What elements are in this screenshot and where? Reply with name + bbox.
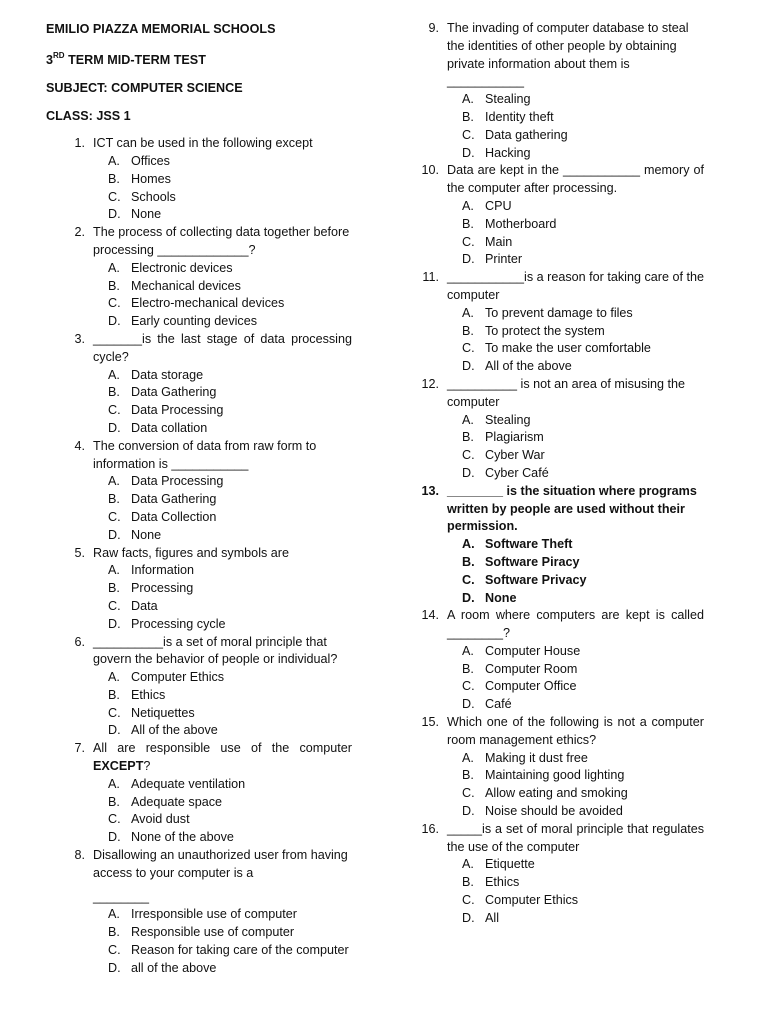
- option-letter: C.: [462, 679, 475, 694]
- option-text: Responsible use of computer: [131, 925, 295, 940]
- option-text: All: [485, 910, 499, 925]
- option-letter: C.: [108, 509, 121, 524]
- answer-option: [46, 189, 352, 207]
- question-text: _____is a set of moral principle that regulates the use of the computer: [447, 821, 704, 854]
- option-text: Making it dust free: [485, 750, 588, 765]
- option-letter: A.: [108, 153, 120, 168]
- question-text: Disallowing an unauthorized user from having access to your computer is a: [93, 848, 348, 880]
- answer-option: [400, 643, 704, 661]
- option-text: Processing: [131, 581, 194, 596]
- answer-option: [46, 598, 352, 616]
- answer-option: [46, 669, 352, 687]
- option-text: Maintaining good lighting: [485, 768, 625, 783]
- question-text: A room where computers are kept is called ________?: [447, 608, 704, 641]
- option-letter: D.: [108, 420, 121, 435]
- option-letter: B.: [108, 171, 120, 186]
- option-text: Software Privacy: [485, 572, 587, 587]
- question-text: ___________is a reason for taking care of the computer: [447, 270, 704, 302]
- question-item: [400, 821, 704, 928]
- option-letter: C.: [108, 598, 121, 613]
- option-text: Stealing: [485, 412, 531, 427]
- class-line: CLASS: JSS 1: [46, 109, 131, 124]
- question-text: The invading of computer database to steal the identities of other people by obtaining private information about them is ___________: [447, 21, 689, 89]
- option-letter: D.: [108, 616, 121, 631]
- option-letter: C.: [462, 127, 475, 142]
- option-text: Ethics: [131, 687, 166, 702]
- option-letter: B.: [108, 925, 120, 940]
- option-text: Mechanical devices: [131, 278, 241, 293]
- option-text: Data Processing: [131, 403, 224, 418]
- option-letter: A.: [108, 670, 120, 685]
- option-letter: D.: [108, 207, 121, 222]
- question-item: [400, 714, 704, 821]
- question-text: __________ is not an area of misusing the computer: [447, 376, 686, 409]
- left-column: [46, 20, 352, 978]
- answer-option: [400, 429, 704, 447]
- option-letter: A.: [462, 92, 474, 107]
- answer-option: [400, 572, 704, 590]
- option-text: Reason for taking care of the computer: [131, 943, 349, 958]
- option-text: Software Piracy: [485, 554, 580, 569]
- answer-option: [400, 465, 704, 483]
- question-item: [46, 847, 352, 978]
- option-text: All of the above: [131, 723, 218, 738]
- option-letter: A.: [462, 750, 474, 765]
- option-letter: B.: [462, 430, 474, 445]
- option-letter: A.: [462, 198, 474, 213]
- question-text: ICT can be used in the following except: [93, 136, 313, 151]
- answer-option: [400, 785, 704, 803]
- question-number: 3.: [74, 331, 85, 346]
- answer-option: [400, 198, 704, 216]
- answer-option: [46, 206, 352, 224]
- answer-option: [46, 278, 352, 296]
- answer-option: [46, 527, 352, 545]
- answer-option: [46, 960, 352, 978]
- option-letter: B.: [462, 661, 474, 676]
- option-letter: A.: [108, 260, 120, 275]
- option-letter: A.: [108, 907, 120, 922]
- question-item: [400, 483, 704, 608]
- answer-option: [400, 412, 704, 430]
- answer-option: [46, 687, 352, 705]
- option-letter: D.: [108, 723, 121, 738]
- option-text: Data gathering: [485, 127, 568, 142]
- option-text: Computer Room: [485, 661, 578, 676]
- option-text: Noise should be avoided: [485, 804, 623, 819]
- question-number: 15.: [421, 715, 439, 730]
- question-number: 9.: [428, 21, 439, 35]
- answer-option: [400, 803, 704, 821]
- option-letter: C.: [462, 448, 475, 463]
- answer-option: [400, 536, 704, 554]
- option-text: Computer Ethics: [485, 893, 579, 908]
- option-text: Netiquettes: [131, 705, 195, 720]
- question-number: 10.: [421, 163, 439, 178]
- option-text: Early counting devices: [131, 314, 258, 329]
- option-letter: C.: [462, 893, 475, 908]
- option-text: Schools: [131, 189, 176, 204]
- question-item: [400, 376, 704, 483]
- answer-option: [400, 590, 704, 608]
- answer-option: [400, 750, 704, 768]
- question-number: 2.: [74, 225, 85, 240]
- school-name: EMILIO PIAZZA MEMORIAL SCHOOLS: [46, 22, 276, 36]
- option-letter: D.: [462, 465, 475, 480]
- option-letter: A.: [108, 563, 120, 578]
- option-text: Adequate space: [131, 794, 223, 809]
- option-letter: B.: [462, 768, 474, 783]
- answer-option: [46, 580, 352, 598]
- option-letter: C.: [108, 403, 121, 418]
- option-text: CPU: [485, 198, 512, 213]
- option-text: Ethics: [485, 875, 520, 890]
- option-letter: B.: [108, 794, 120, 809]
- question-number: 6.: [74, 634, 85, 649]
- answer-option: [400, 91, 704, 109]
- question-item: [400, 607, 704, 714]
- option-letter: C.: [462, 341, 475, 356]
- answer-option: [400, 678, 704, 696]
- option-letter: D.: [462, 590, 475, 605]
- question-item: [400, 162, 704, 269]
- option-letter: C.: [462, 234, 475, 249]
- answer-option: [46, 402, 352, 420]
- question-number: 11.: [422, 270, 439, 285]
- answer-option: [46, 367, 352, 385]
- answer-option: [46, 794, 352, 812]
- option-letter: A.: [108, 776, 120, 791]
- question-number: 1.: [74, 136, 85, 151]
- answer-option: [400, 910, 704, 928]
- option-letter: C.: [462, 786, 475, 801]
- answer-option: [400, 661, 704, 679]
- answer-option: [46, 384, 352, 402]
- question-text: ________ is the situation where programs written by people are used without their permission.: [447, 483, 697, 534]
- answer-option: [46, 295, 352, 313]
- answer-option: [46, 260, 352, 278]
- option-letter: C.: [108, 812, 121, 827]
- option-letter: A.: [462, 537, 475, 552]
- option-letter: B.: [108, 278, 120, 293]
- option-letter: D.: [462, 359, 475, 374]
- option-text: Data: [131, 598, 158, 613]
- question-item: [46, 224, 352, 331]
- option-text: Allow eating and smoking: [485, 786, 628, 801]
- answer-option: [400, 127, 704, 145]
- option-letter: D.: [108, 960, 121, 975]
- option-letter: B.: [108, 687, 120, 702]
- question-number: 14.: [421, 608, 439, 623]
- question-text: All are responsible use of the computer EXCEPT?: [93, 741, 352, 774]
- question-text: Which one of the following is not a computer room management ethics?: [447, 715, 704, 747]
- answer-option: [400, 696, 704, 714]
- option-letter: C.: [108, 296, 121, 311]
- answer-option: [400, 874, 704, 892]
- option-text: Computer Ethics: [131, 670, 225, 685]
- option-text: Data Processing: [131, 474, 224, 489]
- option-text: Irresponsible use of computer: [131, 907, 297, 922]
- option-letter: D.: [108, 527, 121, 542]
- option-letter: D.: [462, 804, 475, 819]
- option-letter: B.: [108, 385, 120, 400]
- option-text: None: [485, 590, 517, 605]
- answer-option: [46, 811, 352, 829]
- answer-option: [46, 924, 352, 942]
- answer-option: [400, 554, 704, 572]
- option-letter: A.: [462, 857, 474, 872]
- option-letter: A.: [462, 643, 474, 658]
- option-letter: D.: [462, 697, 475, 712]
- option-text: Identity theft: [485, 109, 554, 124]
- option-text: Hacking: [485, 145, 531, 160]
- question-number: 16.: [421, 821, 439, 836]
- answer-option: [400, 251, 704, 269]
- option-text: Data collation: [131, 420, 208, 435]
- answer-option: [46, 473, 352, 491]
- answer-option: [46, 906, 352, 924]
- option-text: Stealing: [485, 92, 531, 107]
- option-text: Homes: [131, 171, 171, 186]
- option-letter: B.: [462, 554, 475, 569]
- right-column: [400, 20, 704, 928]
- option-text: Printer: [485, 252, 523, 267]
- subject-line: SUBJECT: COMPUTER SCIENCE: [46, 81, 243, 96]
- option-letter: A.: [108, 474, 120, 489]
- option-text: All of the above: [485, 359, 572, 374]
- option-text: Data storage: [131, 367, 204, 382]
- option-text: None: [131, 207, 162, 222]
- option-text: Data Gathering: [131, 492, 217, 507]
- question-item: [46, 545, 352, 634]
- answer-option: [400, 340, 704, 358]
- option-text: Cyber Café: [485, 465, 549, 480]
- option-text: Adequate ventilation: [131, 776, 246, 791]
- answer-option: [46, 722, 352, 740]
- answer-option: [46, 705, 352, 723]
- option-text: Electro-mechanical devices: [131, 296, 285, 311]
- option-letter: C.: [108, 943, 121, 958]
- option-text: Café: [485, 697, 512, 712]
- answer-option: [400, 109, 704, 127]
- option-letter: C.: [462, 572, 475, 587]
- answer-option: [400, 892, 704, 910]
- option-letter: D.: [462, 252, 475, 267]
- option-letter: A.: [462, 412, 474, 427]
- option-text: Plagiarism: [485, 430, 544, 445]
- answer-option: [400, 856, 704, 874]
- option-text: Data Gathering: [131, 385, 217, 400]
- question-item: [46, 634, 352, 741]
- question-item: [400, 269, 704, 376]
- option-text: To protect the system: [485, 323, 605, 338]
- option-letter: B.: [108, 492, 120, 507]
- option-text: Cyber War: [485, 448, 545, 463]
- option-text: None of the above: [131, 830, 234, 845]
- answer-option: [400, 145, 704, 163]
- option-letter: B.: [462, 216, 474, 231]
- option-letter: D.: [462, 145, 475, 160]
- question-item: [46, 740, 352, 847]
- answer-option: [46, 562, 352, 580]
- option-letter: B.: [462, 323, 474, 338]
- option-text: Computer House: [485, 643, 581, 658]
- option-text: None: [131, 527, 162, 542]
- option-letter: C.: [108, 189, 121, 204]
- option-text: Electronic devices: [131, 260, 233, 275]
- question-item: [46, 438, 352, 545]
- option-text: all of the above: [131, 960, 217, 975]
- option-text: Computer Office: [485, 679, 577, 694]
- answer-option: [400, 323, 704, 341]
- question-text: __________is a set of moral principle that govern the behavior of people or individual?: [93, 634, 338, 667]
- answer-option: [400, 358, 704, 376]
- question-text: _______is the last stage of data processing cycle?: [93, 331, 352, 364]
- option-text: To prevent damage to files: [485, 305, 633, 320]
- answer-option: [400, 234, 704, 252]
- question-text: Data are kept in the ___________ memory of the computer after processing.: [447, 163, 704, 196]
- question-text: The process of collecting data together before processing _____________?: [93, 225, 350, 257]
- option-letter: D.: [108, 314, 121, 329]
- answer-option: [400, 447, 704, 465]
- option-letter: D.: [108, 830, 121, 845]
- question-text: The conversion of data from raw form to information is ___________: [93, 438, 317, 471]
- option-text: Avoid dust: [131, 812, 190, 827]
- question-number: 4.: [74, 438, 85, 453]
- question-text: Raw facts, figures and symbols are: [93, 545, 289, 560]
- option-text: Software Theft: [485, 537, 573, 552]
- option-text: Offices: [131, 153, 170, 168]
- question-number: 5.: [74, 545, 85, 560]
- option-letter: B.: [462, 875, 474, 890]
- answer-option: [46, 509, 352, 527]
- answer-option: [400, 216, 704, 234]
- option-text: Data Collection: [131, 509, 217, 524]
- option-text: Processing cycle: [131, 616, 226, 631]
- option-letter: A.: [462, 305, 474, 320]
- answer-option: [46, 776, 352, 794]
- answer-option: [46, 491, 352, 509]
- answer-option: [400, 305, 704, 323]
- test-title: 3RD TERM MID-TERM TEST: [46, 51, 206, 68]
- option-text: Motherboard: [485, 216, 557, 231]
- option-letter: D.: [462, 910, 475, 925]
- answer-option: [46, 942, 352, 960]
- answer-option: [46, 171, 352, 189]
- answer-option: [46, 153, 352, 171]
- option-letter: C.: [108, 705, 121, 720]
- option-letter: A.: [108, 367, 120, 382]
- answer-option: [46, 616, 352, 634]
- option-text: To make the user comfortable: [485, 341, 651, 356]
- question-item: [46, 135, 352, 224]
- answer-option: [46, 313, 352, 331]
- answer-option: [46, 420, 352, 438]
- question-number: 8.: [74, 848, 85, 863]
- question-number: 13.: [421, 483, 439, 498]
- question-item: [400, 20, 704, 162]
- answer-blank: ________: [93, 889, 150, 904]
- option-letter: B.: [462, 109, 474, 124]
- option-text: Information: [131, 563, 194, 578]
- question-item: [46, 331, 352, 438]
- option-text: Main: [485, 234, 513, 249]
- answer-option: [400, 767, 704, 785]
- question-number: 7.: [74, 741, 85, 756]
- option-text: Etiquette: [485, 857, 535, 872]
- option-letter: B.: [108, 581, 120, 596]
- answer-option: [46, 829, 352, 847]
- question-number: 12.: [421, 376, 439, 391]
